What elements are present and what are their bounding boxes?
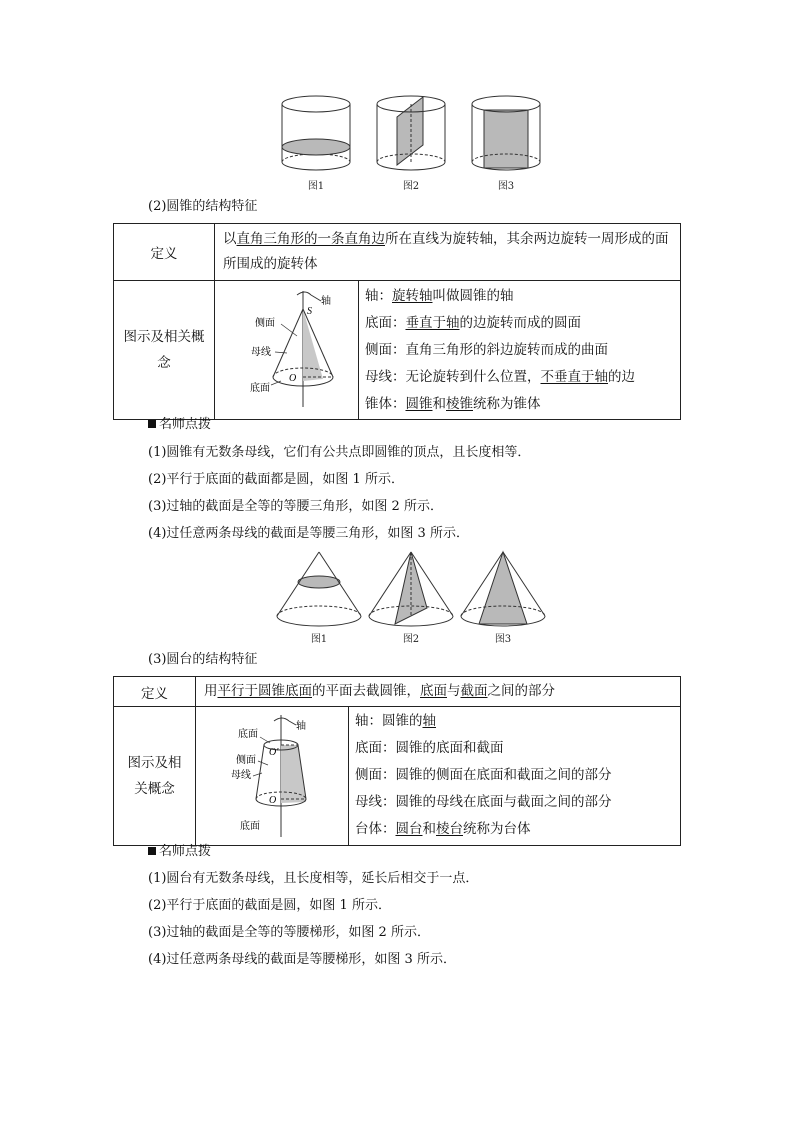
cone-table: [113, 223, 681, 420]
frustum-tip-3: (3)过轴的截面是全等的等腰梯形，如图 2 所示．: [148, 925, 430, 940]
square-bullet-icon: [148, 420, 156, 428]
frustum-prop-solid: 台体：圆台和棱台统称为台体: [355, 821, 531, 837]
cylinder-figure-3: [470, 95, 542, 192]
cone-apex-label: S: [307, 306, 312, 317]
cone-side-label: 侧面: [255, 318, 275, 329]
cone-props: [359, 281, 681, 420]
cone-figure-3: [459, 550, 547, 645]
cone-def-label: 定义: [114, 224, 215, 281]
frustum-prop-base: 底面：圆锥的底面和截面: [355, 740, 504, 756]
cone-base-label: 底面: [250, 383, 270, 394]
cone-fig-label: 图示及相关概念: [114, 281, 215, 420]
cone-def-text: 以直角三角形的一条直角边所在直线为旋转轴，其余两边旋转一周形成的面所围成的旋转体: [215, 224, 681, 281]
cylinder-figure-1: [280, 95, 352, 192]
frustum-base-label: 底面: [240, 821, 260, 832]
cone-figure-2: [367, 550, 455, 645]
frustum-tips-title: 名师点拨: [148, 843, 211, 861]
cone-generatrix-label: 母线: [251, 347, 271, 358]
cone-prop-side: 侧面：直角三角形的斜边旋转而成的曲面: [365, 342, 608, 358]
figure-caption: 图1: [310, 634, 328, 645]
cone-tips-title: 名师点拨: [148, 416, 211, 434]
frustum-table: [113, 676, 681, 846]
frustum-heading: (3)圆台的结构特征: [148, 652, 258, 667]
cone-axis-label: 轴: [321, 296, 331, 307]
frustum-tip-2: (2)平行于底面的截面是圆，如图 1 所示．: [148, 898, 391, 913]
cone-figure-1: [275, 550, 363, 645]
cone-tip-1: (1)圆锥有无数条母线，它们有公共点即圆锥的顶点，且长度相等．: [148, 445, 531, 460]
cone-prop-base: 底面：垂直于轴的边旋转而成的圆面: [365, 315, 581, 331]
frustum-diagram: [196, 707, 348, 841]
frustum-center-label: O: [269, 795, 277, 806]
cone-diagram: [215, 281, 358, 415]
frustum-tip-1: (1)圆台有无数条母线，且长度相等，延长后相交于一点．: [148, 871, 479, 886]
frustum-props: [349, 707, 681, 846]
frustum-axis-label: 轴: [296, 721, 306, 732]
figure-caption: 图3: [497, 181, 515, 192]
figure-caption: 图2: [402, 181, 420, 192]
cone-prop-solid: 锥体：圆锥和棱锥统称为锥体: [365, 396, 541, 412]
cone-prop-axis: 轴：旋转轴叫做圆锥的轴: [365, 288, 514, 304]
frustum-prop-generatrix: 母线：圆锥的母线在底面与截面之间的部分: [355, 794, 612, 810]
frustum-side-label: 侧面: [236, 755, 256, 766]
frustum-def-label: 定义: [114, 677, 196, 707]
frustum-fig-label: 图示及相关概念: [114, 707, 196, 846]
cylinder-figure-2: [375, 95, 447, 192]
figure-caption: 图2: [402, 634, 420, 645]
frustum-prop-axis: 轴：圆锥的轴: [355, 713, 436, 729]
figure-caption: 图3: [494, 634, 512, 645]
frustum-generatrix-label: 母线: [231, 770, 251, 781]
cone-heading: (2)圆锥的结构特征: [148, 199, 258, 214]
frustum-top-label: 底面: [238, 729, 258, 740]
frustum-tip-4: (4)过任意两条母线的截面是等腰梯形，如图 3 所示．: [148, 952, 456, 967]
frustum-def-text: 用平行于圆锥底面的平面去截圆锥，底面与截面之间的部分: [196, 677, 681, 707]
figure-caption: 图1: [307, 181, 325, 192]
cone-prop-generatrix: 母线：无论旋转到什么位置，不垂直于轴的边: [365, 369, 635, 385]
frustum-o1-label: O′: [269, 747, 279, 758]
cone-center-label: O: [289, 373, 297, 384]
cone-tip-4: (4)过任意两条母线的截面是等腰三角形，如图 3 所示．: [148, 526, 469, 541]
cone-tip-3: (3)过轴的截面是全等的等腰三角形，如图 2 所示．: [148, 499, 443, 514]
cone-diagram-cell: [215, 281, 359, 420]
frustum-diagram-cell: [196, 707, 349, 846]
frustum-prop-side: 侧面：圆锥的侧面在底面和截面之间的部分: [355, 767, 612, 783]
square-bullet-icon: [148, 847, 156, 855]
cone-tip-2: (2)平行于底面的截面都是圆，如图 1 所示．: [148, 472, 404, 487]
